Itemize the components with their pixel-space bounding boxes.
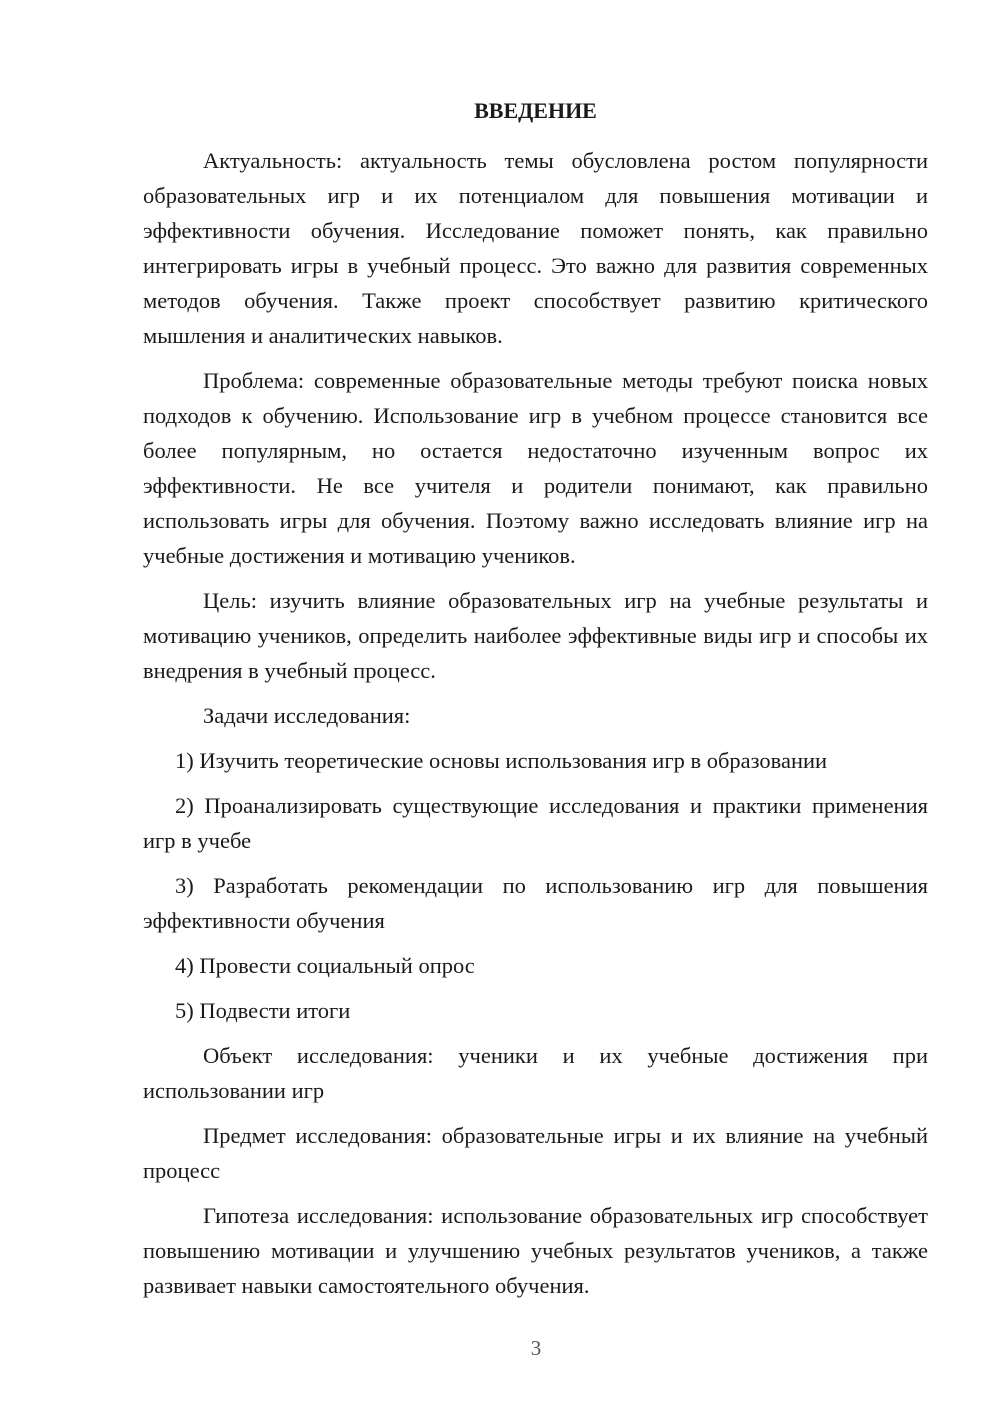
paragraph-relevance: Актуальность: актуальность темы обусловлена ростом популярности образовательных игр и их потенциалом для повышения мотивации и эффективности обучения. Исследование поможет понять, как правильно интегрировать игры в учебный процесс. Это важно для развития современных методов обучения. Также проект способствует развитию критического мышления и аналитических навыков. [143, 148, 928, 348]
task-item: 1) Изучить теоретические основы использования игр в образовании [175, 748, 828, 773]
task-item: 3) Разработать рекомендации по использованию игр для повышения эффективности обучения [143, 873, 928, 933]
page-number: 3 [530, 1336, 542, 1360]
task-item: 2) Проанализировать существующие исследования и практики применения игр в учебе [143, 793, 928, 853]
paragraph-subject: Предмет исследования: образовательные игры и их влияние на учебный процесс [143, 1123, 928, 1183]
paragraph-object: Объект исследования: ученики и их учебные достижения при использовании игр [143, 1043, 928, 1103]
tasks-heading: Задачи исследования: [203, 703, 411, 728]
task-item: 5) Подвести итоги [175, 998, 351, 1023]
paragraph-goal: Цель: изучить влияние образовательных игр на учебные результаты и мотивацию учеников, определить наиболее эффективные виды игр и способы их внедрения в учебный процесс. [143, 588, 928, 683]
document-body [143, 143, 928, 1313]
page-title: ВВЕДЕНИЕ [474, 98, 597, 123]
paragraph-hypothesis: Гипотеза исследования: использование образовательных игр способствует повышению мотивации и улучшению учебных результатов учеников, а также развивает навыки самостоятельного обучения. [143, 1203, 928, 1298]
task-item: 4) Провести социальный опрос [175, 953, 475, 978]
paragraph-problem: Проблема: современные образовательные методы требуют поиска новых подходов к обучению. Использование игр в учебном процессе становится все более популярным, но остается недостаточно изученным вопрос их эффективности. Не все учителя и родители понимают, как правильно использовать игры для обучения. Поэтому важно исследовать влияние игр на учебные достижения и мотивацию учеников. [143, 368, 928, 568]
